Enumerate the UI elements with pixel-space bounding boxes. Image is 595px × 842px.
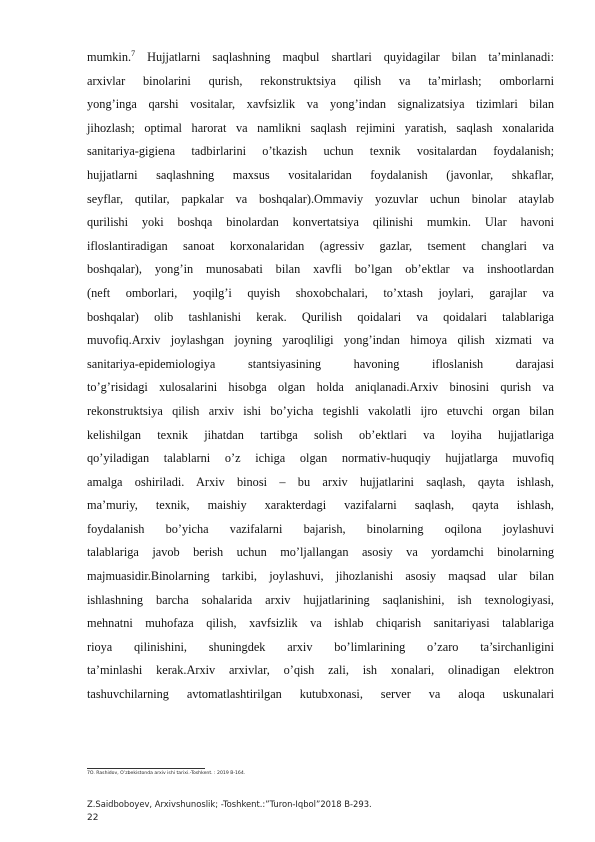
- text-line: sanitariya-gigiena tadbirlarini o’tkazish uchun texnik vositalardan foydalanish;: [87, 144, 554, 159]
- text-line: amalga oshiriladi. Arxiv binosi – bu arxiv hujjatlarini saqlash, qayta ishlash,: [87, 474, 554, 489]
- text-line: arxivlar binolarini qurish, rekonstruktsiya qilish va ta’mirlash; omborlarni: [87, 73, 554, 88]
- text-segment: mumkin.: [87, 50, 132, 64]
- text-line: rekonstruktsiya qilish arxiv ishi bo’yicha tegishli vakolatli ijro etuvchi organ bilan: [87, 403, 554, 418]
- footnote-reference: Z.Saidboboyev, Arxivshunoslik; -Toshkent.:”Turon-Iqbol”2018 B-293.: [87, 799, 372, 809]
- text-line: ta’minlashi kerak.Arxiv arxivlar, o’qish zali, ish xonalari, olinadigan elektron: [87, 663, 554, 678]
- text-line: qurilishi yoki boshqa binolardan konvertatsiya qilinishi mumkin. Ular havoni: [87, 215, 554, 230]
- footnote-divider: [87, 768, 205, 769]
- text-line: ma’muriy, texnik, maishiy xarakterdagi vazifalarni saqlash, qayta ishlash,: [87, 498, 554, 513]
- text-line: qo’yiladigan talablarni o’z ichiga olgan normativ-huquqiy hujjatlarga muvofiq: [87, 451, 554, 466]
- text-line-1: [87, 46, 554, 70]
- text-line: talablariga javob berish uchun mo’ljallangan asosiy va yordamchi binolarning: [87, 545, 554, 560]
- text-line: mehnatni muhofaza qilish, xavfsizlik va ishlab chiqarish sanitariyasi talablariga: [87, 616, 554, 631]
- text-line: ifloslantiradigan sanoat korxonalaridan (agressiv gazlar, tsement changlari va: [87, 238, 554, 253]
- text-line: muvofiq.Arxiv joylashgan joyning yaroqliligi yong’indan himoya qilish xizmati va: [87, 333, 554, 348]
- text-line: majmuasidir.Binolarning tarkibi, joylashuvi, jihozlanishi asosiy maqsad ular bilan: [87, 569, 554, 584]
- text-line: to’g’risidagi xulosalarini hisobga olgan holda aniqlanadi.Arxiv binosini qurish va: [87, 380, 554, 395]
- text-line: foydalanish bo’yicha vazifalarni bajarish, binolarning oqilona joylashuvi: [87, 521, 554, 536]
- text-line: yong’inga qarshi vositalar, xavfsizlik va yong’indan signalizatsiya tizimlari bilan: [87, 97, 554, 112]
- text-line: jihozlash; optimal harorat va namlikni saqlash rejimini yaratish, saqlash xonalarida: [87, 120, 554, 135]
- text-line: sanitariya-epidemiologiya stantsiyasining havoning ifloslanish darajasi: [87, 356, 554, 371]
- text-line: (neft omborlari, yoqilg’i quyish shoxobchalari, to’xtash joylari, garajlar va: [87, 285, 554, 300]
- text-line: tashuvchilarning avtomatlashtirilgan kutubxonasi, server va aloqa uskunalari: [87, 687, 554, 702]
- text-line: rioya qilinishini, shuningdek arxiv bo’limlarining o’zaro ta’sirchanligini: [87, 639, 554, 654]
- footnote-7: 7O. Rashidov, O’zbekistonda arxiv ishi tarixi.-Toshkent. : 2019 B-164.: [87, 771, 246, 776]
- text-line: boshqalar) olib tashlanishi kerak. Qurilish qoidalari va qoidalari talablariga: [87, 309, 554, 324]
- text-line: boshqalar), yong’in munosabati bilan xavfli bo’lgan ob’ektlar va inshootlardan: [87, 262, 554, 277]
- text-line: seyflar, qutilar, papkalar va boshqalar).Ommaviy yozuvlar uchun binolar ataylab: [87, 191, 554, 206]
- text-line: hujjatlarni saqlashning maxsus vositalaridan foydalanish (javonlar, shkaflar,: [87, 167, 554, 182]
- footnote-marker[interactable]: 7: [131, 48, 136, 58]
- body-text: [87, 46, 554, 707]
- page-number: 22: [87, 813, 99, 823]
- text-segment: Hujjatlarni saqlashning maqbul shartlari quyidagilar bilan ta’minlanadi:: [135, 50, 554, 64]
- text-line: kelishilgan texnik jihatdan tartibga solish ob’ektlari va loyiha hujjatlariga: [87, 427, 554, 442]
- text-line: ishlashning barcha sohalarida arxiv hujjatlarining saqlanishini, ish texnologiyasi,: [87, 592, 554, 607]
